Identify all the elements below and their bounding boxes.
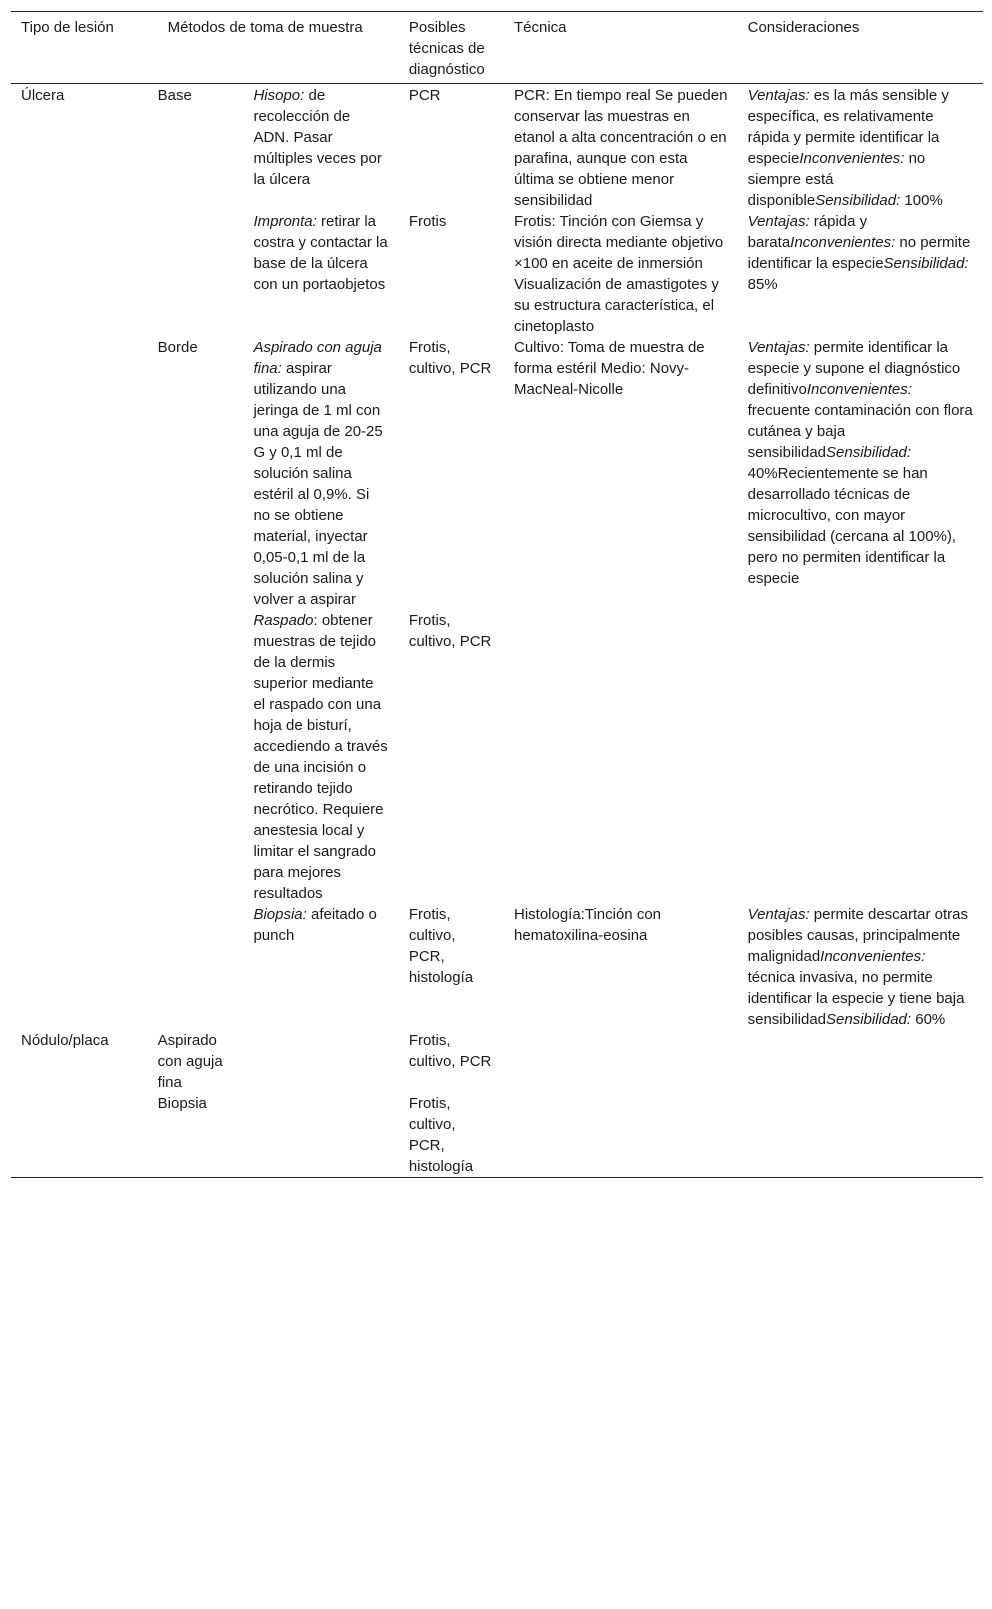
inconvenientes-label: Inconvenientes: [790,234,896,251]
header-metodos: Métodos de toma de muestra [167,19,363,36]
inconvenientes-text: técnica invasiva, no permite identificar la especie y tiene baja sensibilidad [747,969,965,1028]
cell-consideraciones [738,1093,983,1178]
cell-tecnica: Cultivo: Toma de muestra de forma estéril Medio: Novy-MacNeal-Nicolle [513,339,705,398]
ventajas-text: rápida y barata [747,213,868,251]
header-consideraciones: Consideraciones [747,19,860,36]
cell-posibles: Frotis, cultivo, PCR [408,612,492,650]
cell-metodo [243,1030,398,1093]
table-row [11,1093,983,1178]
metodo-text: de recolección de ADN. Pasar múltiples veces por la úlcera [253,87,382,188]
cell-sitio [148,211,244,337]
cell-consideraciones [738,337,983,610]
table-container [11,11,983,1178]
metodo-label: Hisopo: [253,87,305,104]
inconvenientes-text: no permite identificar la especie [747,234,971,272]
cell-consideraciones [738,904,983,1030]
table-row [11,337,983,610]
metodo-text: afeitado o punch [253,906,377,944]
inconvenientes-label: Inconvenientes: [820,948,926,965]
metodo-label: Raspado [253,612,314,629]
cell-consideraciones [738,84,983,212]
sensibilidad-text: 85% [747,276,778,293]
cell-metodo [243,211,398,337]
cell-tipo [11,904,148,1030]
ventajas-text: es la más sensible y específica, es relativamente rápida y permite identificar la especie [747,87,949,167]
sensibilidad-text: 40% [747,465,778,482]
ventajas-label: Ventajas: [747,87,810,104]
cell-metodo [243,337,398,610]
cell-tecnica: Frotis: Tinción con Giemsa y visión directa mediante objetivo ×100 en aceite de inmersión Visualización de amastigotes y su estructura característica, el cinetoplasto [513,213,724,335]
metodo-text: retirar la costra y contactar la base de la úlcera con un portaobjetos [253,213,388,293]
cell-tipo [11,610,148,904]
cell-metodo [243,610,398,904]
ventajas-label: Ventajas: [747,213,810,230]
metodo-text: aspirar utilizando una jeringa de 1 ml con una aguja de 20-25 G y 0,1 ml de solución salina estéril al 0,9%. Si no se obtiene material, inyectar 0,05-0,1 ml de la solución salina y volver a aspirar [253,360,383,608]
cell-tipo [11,337,148,610]
inconvenientes-label: Inconvenientes: [799,150,905,167]
inconvenientes-text: frecuente contaminación con flora cutánea y baja sensibilidad [747,402,973,461]
ventajas-text: permite descartar otras posibles causas, principalmente malignidad [747,906,969,965]
cell-consideraciones [738,610,983,904]
cell-tecnica: Histología:Tinción con hematoxilina-eosina [513,906,662,944]
sensibilidad-text: 60% [911,1011,946,1028]
cell-tipo [11,1093,148,1178]
sensibilidad-label: Sensibilidad: [815,192,901,209]
cell-tecnica: PCR: En tiempo real Se pueden conservar las muestras en etanol a alta concentración o en parafina, aunque con esta última se obtiene menor sensibilidad [513,87,728,209]
table-row [11,904,983,1030]
sensibilidad-label: Sensibilidad: [826,1011,912,1028]
extra-text: Recientemente se han desarrollado técnicas de microcultivo, con mayor sensibilidad (cercana al 100%), pero no permiten identificar la especie [747,465,957,587]
cell-tecnica [504,1030,738,1093]
cell-consideraciones [738,211,983,337]
cell-tecnica [504,1093,738,1178]
cell-sitio [148,610,244,904]
cell-consideraciones [738,1030,983,1093]
cell-posibles: Frotis, cultivo, PCR [408,1032,492,1070]
sensibilidad-label: Sensibilidad: [883,255,969,272]
cell-metodo [243,84,398,212]
cell-posibles: PCR [408,87,441,104]
ventajas-text: permite identificar la especie y supone el diagnóstico definitivo [747,339,961,398]
metodo-label: Biopsia: [253,906,307,923]
ventajas-label: Ventajas: [747,906,810,923]
cell-sitio: Biopsia [157,1095,207,1112]
cell-tipo: Úlcera [21,87,65,104]
sensibilidad-label: Sensibilidad: [826,444,912,461]
cell-sitio: Aspirado con aguja fina [157,1032,223,1091]
metodo-text: : obtener muestras de tejido de la dermis superior mediante el raspado con una hoja de bisturí, accediendo a través de una incisión o retirando tejido necrótico. Requiere anestesia local y limitar el sangrado para mejores resultados [253,612,388,902]
cell-sitio: Borde [157,339,198,356]
header-tecnica: Técnica [513,19,567,36]
cell-metodo [243,1093,398,1178]
table-row [11,84,983,212]
cell-posibles: Frotis [408,213,447,230]
cell-posibles: Frotis, cultivo, PCR [408,339,492,377]
diagnosis-table [11,11,983,1178]
table-row [11,610,983,904]
inconvenientes-label: Inconvenientes: [806,381,912,398]
cell-metodo [243,904,398,1030]
table-row [11,1030,983,1093]
header-posibles: Posibles técnicas de diagnóstico [408,19,485,78]
cell-posibles: Frotis, cultivo, PCR, histología [408,1095,474,1175]
header-tipo: Tipo de lesión [21,19,114,36]
cell-sitio [148,904,244,1030]
ventajas-label: Ventajas: [747,339,810,356]
metodo-label: Aspirado con aguja fina: [253,339,382,377]
header-row [11,12,983,84]
cell-posibles: Frotis, cultivo, PCR, histología [408,906,474,986]
inconvenientes-text: no siempre está disponible [747,150,926,209]
sensibilidad-text: 100% [900,192,943,209]
cell-tipo [11,211,148,337]
table-row [11,211,983,337]
metodo-label: Impronta: [253,213,317,230]
cell-sitio: Base [157,87,192,104]
cell-tipo: Nódulo/placa [21,1032,109,1049]
cell-tecnica [504,610,738,904]
